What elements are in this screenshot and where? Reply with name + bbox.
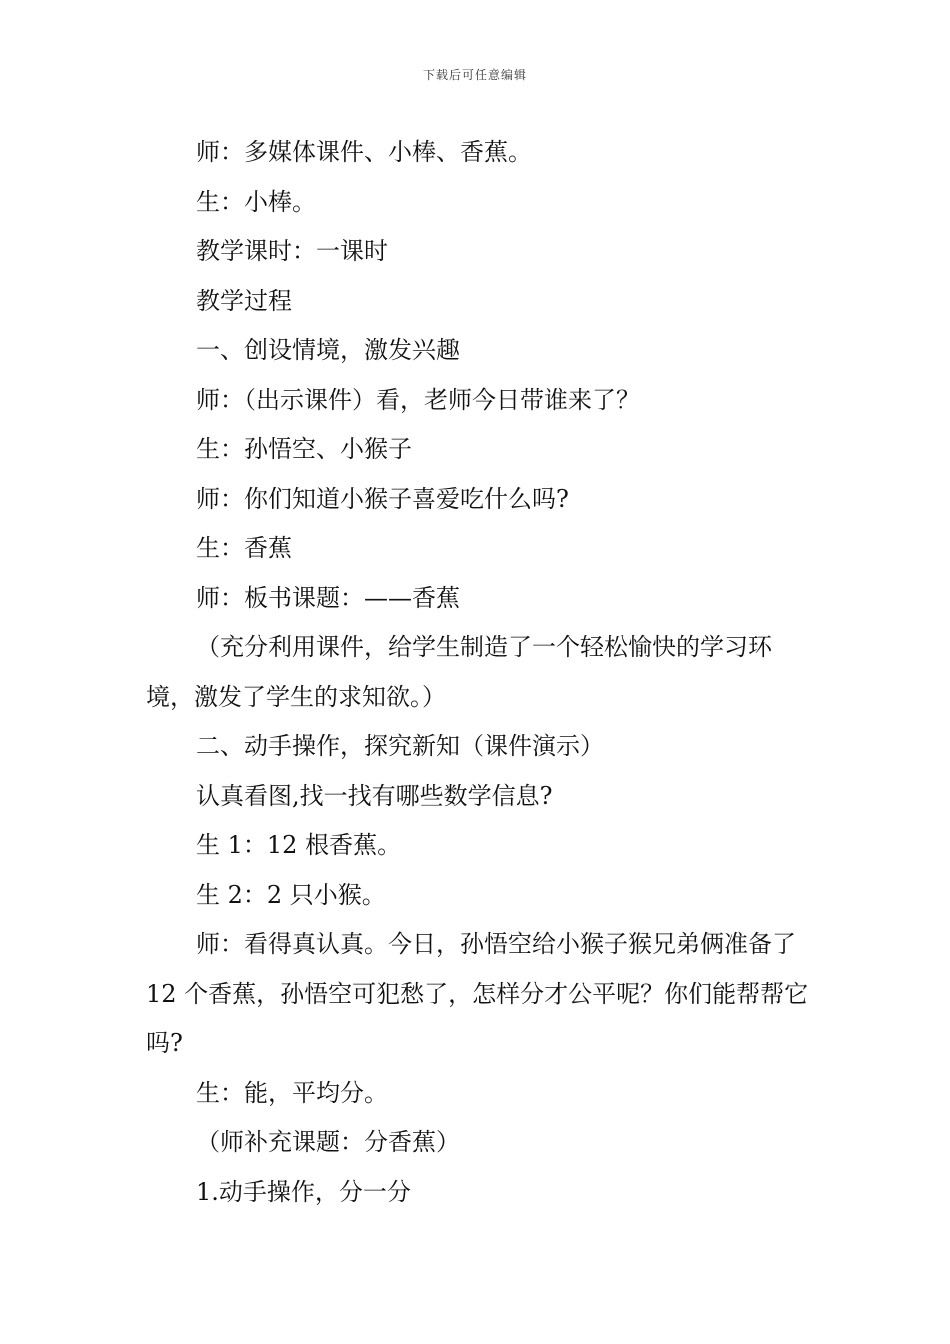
section-heading: 教学过程 [196,286,292,315]
page-header: 下载后可任意编辑 [422,68,527,82]
paragraph: 师：（出示课件）看，老师今日带谁来了？ [196,385,640,414]
section-heading: 二、动手操作，探究新知（课件演示） [196,732,604,760]
paragraph: 教学课时：一课时 [196,237,388,265]
paragraph: 师：多媒体课件、小棒、香蕉。 [196,138,532,166]
paragraph: 生：香蕉 [196,534,292,562]
paragraph: （充分利用课件，给学生制造了一个轻松愉快的学习环境，激发了学生的求知欲。） [146,633,772,711]
paragraph: 生：能，平均分。 [196,1078,388,1107]
paragraph: 生：孙悟空、小猴子 [196,435,412,463]
paragraph: 生：小棒。 [196,187,316,216]
document-body [146,128,814,1217]
paragraph: 师：板书课题：——香蕉 [196,583,460,612]
section-heading: 一、创设情境，激发兴趣 [196,336,460,364]
paragraph: （师补充课题：分香蕉） [196,1128,460,1156]
paragraph: 师：你们知道小猴子喜爱吃什么吗? [196,484,569,513]
paragraph: 生 1：12 根香蕉。 [196,831,402,859]
section-heading: 1.动手操作，分一分 [196,1177,411,1206]
paragraph: 生 2：2 只小猴。 [196,880,386,909]
paragraph: 师：看得真认真。今日，孙悟空给小猴子猴兄弟俩准备了 12 个香蕉，孙悟空可犯愁了，怎样分才公平呢？你们能帮帮它吗? [146,930,809,1057]
paragraph: 认真看图,找一找有哪些数学信息? [196,781,553,810]
